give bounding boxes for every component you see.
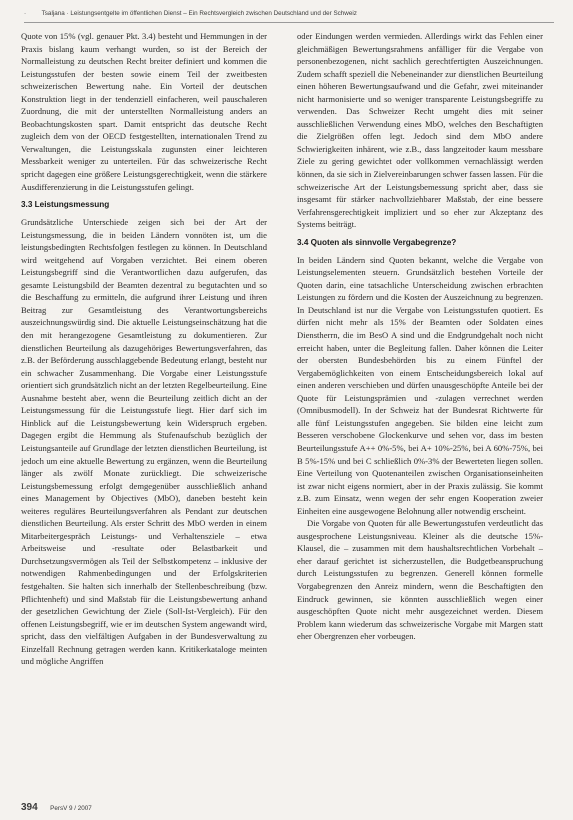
left-column [21, 30, 267, 790]
running-title: Tsaljana · Leistungsentgelte im öffentlichen Dienst – Ein Rechtsvergleich zwischen Deutschland und der Schweiz [41, 10, 357, 17]
right-paragraph-3: Die Vorgabe von Quoten für alle Bewertungsstufen verdeutlicht das ausgesprochene Leistungsniveau. Kleiner als die deutsche 15%-Klausel, die – zusammen mit dem haushaltsrechtlichen Vorbehalt – eher darauf gerichtet ist sicherzustellen, die Budgetbeanspruchung durch Leistungsstufen zu begrenzen. Generell können formelle Vorgabegrenzen den Anreiz mindern, wenn die Beschaftigten den Eindruck gewinnen, sie könnten ausschließlich wegen einer ausgeschöpften Quote nicht mehr ausgezeichnet werden. Diesem Problem kann wiederum das schweizerische Vorgabe mit Margen statt eher Obergrenzen eher vorbeugen. [297, 518, 543, 642]
footer-journal: PersV 9 / 2007 [50, 805, 92, 812]
section-heading-3-4: 3.4 Quoten als sinnvolle Vergabegrenze? [297, 237, 457, 247]
page-footer [21, 797, 92, 815]
running-header [24, 10, 554, 23]
left-paragraph-1: Quote von 15% (vgl. genauer Pkt. 3.4) besteht und Hemmungen in der Praxis bislang kaum verhangt wurden, so ist der Bereich der Normalleistung zu deutschen Recht breiter definiert und kommen die Leistungsstufen der besten sowie einem Teil der zweitbesten schweizerischen Bewertung nahe. Ein Vorteil der deutschen Konstruktion liegt in der tendenziell einfacheren, weil pauschaleren Zuordnung, die mit der unterstellten Normalleistung anders an Beobachtungskosten spart. Damit entspricht das deutsche Recht zugleich dem von der OECD festgestellten, internationalen Trend zu Verwaltungen, die Leistungsskala zugunsten einer leichteren Messbarkeit weniger zu unterteilen. Für das schweizerische Recht spricht dagegen eine größere Leistungsgerechtigkeit, wenn die stärkere Ausdifferenzierung in die Leistungsstufen gelingt. [21, 31, 267, 192]
right-column [297, 30, 543, 790]
left-paragraph-2: Grundsätzliche Unterschiede zeigen sich bei der Art der Leistungsmessung, die in beiden Ländern vonnöten ist, um die leistungsbedingten Rechtsfolgen festlegen zu können. In Deutschland wird weitgehend auf Vorgaben verzichtet. Bei einem oberen Leistungsbegriff sind die Verantwortlichen dazu aufgerufen, das gesamte Leistungsbild der Beamten dezentral zu begutachten und so die Beschaffung zu ermitteln, die aufgrund ihrer Leistung und ihren Beitrag zur Gesamtleistung des Verantwortungsbereichs auszeichnungswürdig sind. Die aktuelle Leistungseinschätzung hat die den mit herangezogene Gesamtleistung zu dokumentieren. Zur dienstlichen Beurteilung als dazugehöriges Bewertungsverfahren, das z.B. der Beförderung ausschlaggebende Bedeutung erlangt, besteht nur ein schwacher Zusammenhang. Die Vorgabe einer Leistungsstufe orientiert sich grundsätzlich nicht an der letzten Regelbeurteilung. Eine Ausnahme besteht aber, wenn die Beurteilung zeitlich dicht an der Leistungsmessung für die Leistungsstufe liegt. Hier darf sich im Hinblick auf die Leistungsbewertung kein Widerspruch ergeben. Dagegen ergibt die Hemmung als Stufenaufschub bezüglich der Leistungsanteile auf Grundlage der letzten dienstlichen Beurteilung, ist jedoch um eine aktuelle Bewertung zu ergänzen, wenn die Beurteilung länger als zwölf Monate zurückliegt. Die schweizerische Leistungsbemessung erfolgt demgegenüber ausschließlich anhand eines Management by Objectives (MbO), daneben besteht kein weiteres reguläres Beurteilungsverfahren als Pendant zur deutschen dienstlichen Beurteilung. Als erster Schritt des MbO werden in einem Mitarbeitergespräch Leistungs- und Verhaltensziele – etwa Arbeitsweise und -resultate oder Belastbarkeit und Durchsetzungsvermögen als Teil der Selbstkompetenz – inklusive der notwendigen Rahmenbedingungen und der Erfolgskriterien festgehalten. Sie halten sich innerhalb der Stellenbeschreibung (bzw. Pflichtenheft) und sind Maßstab für die Leistungsbewertung anhand der gesetzlichen Gewichtung der Ziele (Soll-Ist-Vergleich). Für den offenen Leistungsbegriff, wie er im deutschen System angewandt wird, spricht, dass den vielfältigen Aufgaben in der Bundesverwaltung zu Einzelfall Rechnung getragen werden kann. Kritikerkataloge meinten und mögliche Angriffen [21, 217, 267, 667]
section-heading-3-3: 3.3 Leistungsmessung [21, 200, 110, 210]
right-paragraph-2: In beiden Ländern sind Quoten bekannt, welche die Vergabe von Leistungselementen steuern. Grundsätzlich bestehen Vorteile der Quoten darin, eine tatsachliche Unterscheidung zwischen erbrachten Leistungen zu fördern und die Kosten der Auszeichnung zu begrenzen. In Deutschland ist nur die Vergabe von Leistungsstufen quotiert. Es dürfen nicht mehr als 15% der Beamten oder Soldaten eines Dienstherrn, die im BesO A sind und die Endgrundgehalt noch nicht erreicht haben, unter die Begleitung fallen. Daher können die Leiter der obersten Bundesbehörden bis zu einem Fünftel der Vergabemöglichkeiten von einem Entscheidungsbereich lokal auf einen anderen verschieben und dürfen unausgeschöpfte Anteile bei der Quote für Leistungsprämien und -zulagen verrechnet werden (Omnibusmodell). In der Schweiz hat der Bundesrat Richtwerte für alle fünf Leistungsstufen angegeben. Sie bilden eine leicht zum Besseren verschobene Glockenkurve und sehen vor, dass im besten Beurteilungsstufe A++ 0%-5%, bei A+ 10%-25%, bei A 60%-75%, bei B 5%-15% und bei C schließlich 0%-3% der Bewerteten liegen sollen. Eine Verteilung von Quotenanteilen zwischen Organisationseinheiten ist zwar nicht eigens normiert, aber in der Praxis zulässig. Sie kommt z.B. zum Einsatz, wenn wegen der sehr engen Kooperation zweier Einheiten eine ausgewogene Belohnung aller notwendig erscheint. [297, 254, 543, 516]
right-paragraph-1: oder Eindungen werden vermieden. Allerdings wirkt das Fehlen einer gleichmäßigen Bewertungsrahmens anfälliger für die Vergabe von personenbezogenen, nicht sachlich gerechtfertigten Auszeichnungen. Zudem schafft speziell die Nebeneinander zur dienstlichen Beurteilung einen höheren Bewertungsaufwand und die Gefahr, zwei miteinander nicht harmonisierte und so weniger transparente Leistungsbegriffe zu verwenden. Das Schweizer Recht umgeht dies mit seiner ausschließlichen Verwendung eines MbO, welches den Beschaftigten die Zielgrößen offen legt. Jedoch sind dem MbO andere Schwierigkeiten inhärent, wie z.B., dass langzeitoder kaum messbare Ziele zu gering gewichtet oder vollkommen vernachlässigt werden können, da sie sich in Zielvereinbarungen schwer fassen lassen. Für die schweizerische Art der Leistungsbemessung spricht aber, dass sie insgesamt für stärker nachvollziehbarer Maßstab, der eine bessere Verfahrensgerechtigkeit impliziert und so eher zur Akzeptanz des Systems beiträgt. [297, 31, 543, 230]
header-page-marker: · [24, 10, 27, 17]
footer-page-number: 394 [21, 802, 38, 813]
